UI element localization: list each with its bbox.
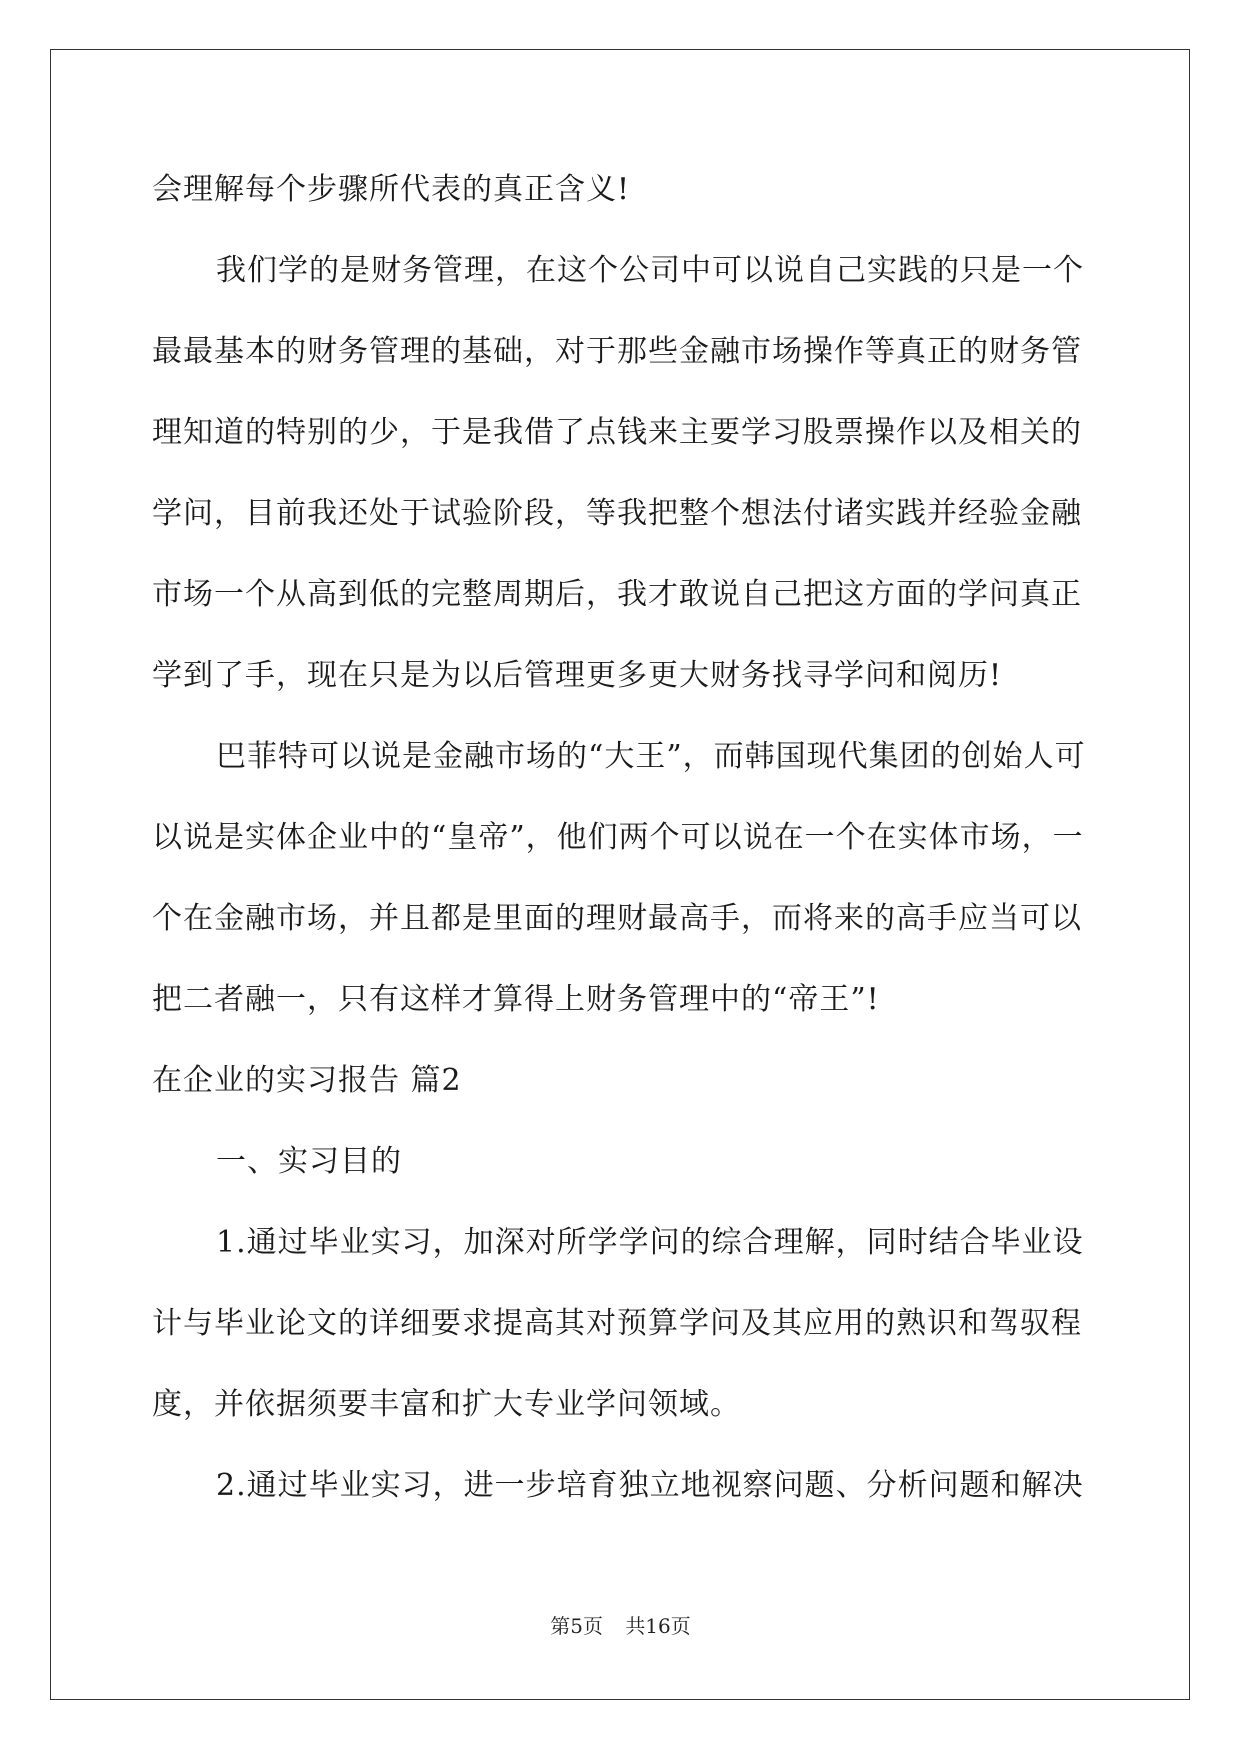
body-line-9: 以说是实体企业中的“皇帝”，他们两个可以说在一个在实体市场，一 — [152, 820, 1084, 855]
body-line-2: 我们学的是财务管理，在这个公司中可以说自己实践的只是一个 — [216, 253, 1084, 288]
body-line-8: 巴菲特可以说是金融市场的“大王”，而韩国现代集团的创始人可 — [216, 739, 1086, 774]
body-line-15: 计与毕业论文的详细要求提高其对预算学问及其应用的熟识和驾驭程 — [152, 1306, 1082, 1341]
subsection-heading: 一、实习目的 — [216, 1144, 402, 1179]
body-line-14: 1.通过毕业实习，加深对所学学问的综合理解，同时结合毕业设 — [216, 1225, 1084, 1260]
section-heading: 在企业的实习报告 篇2 — [152, 1063, 462, 1098]
page-footer — [0, 1610, 1241, 1639]
document-body — [152, 160, 1086, 1537]
body-line-6: 市场一个从高到低的完整周期后，我才敢说自己把这方面的学问真正 — [152, 577, 1082, 612]
body-line-11: 把二者融一，只有这样才算得上财务管理中的“帝王”! — [152, 982, 880, 1017]
body-line-10: 个在金融市场，并且都是里面的理财最高手，而将来的高手应当可以 — [152, 901, 1082, 936]
body-line-16: 度，并依据须要丰富和扩大专业学问领域。 — [152, 1387, 741, 1422]
body-line-17: 2.通过毕业实习，进一步培育独立地视察问题、分析问题和解决 — [216, 1468, 1084, 1503]
body-line-1: 会理解每个步骤所代表的真正含义! — [152, 172, 631, 207]
body-line-5: 学问，目前我还处于试验阶段，等我把整个想法付诸实践并经验金融 — [152, 496, 1082, 531]
page-total: 共16页 — [625, 1614, 691, 1638]
body-line-7: 学到了手，现在只是为以后管理更多更大财务找寻学问和阅历! — [152, 658, 1003, 693]
body-line-3: 最最基本的财务管理的基础，对于那些金融市场操作等真正的财务管 — [152, 334, 1082, 369]
page-number: 第5页 — [550, 1614, 603, 1638]
body-line-4: 理知道的特别的少，于是我借了点钱来主要学习股票操作以及相关的 — [152, 415, 1082, 450]
